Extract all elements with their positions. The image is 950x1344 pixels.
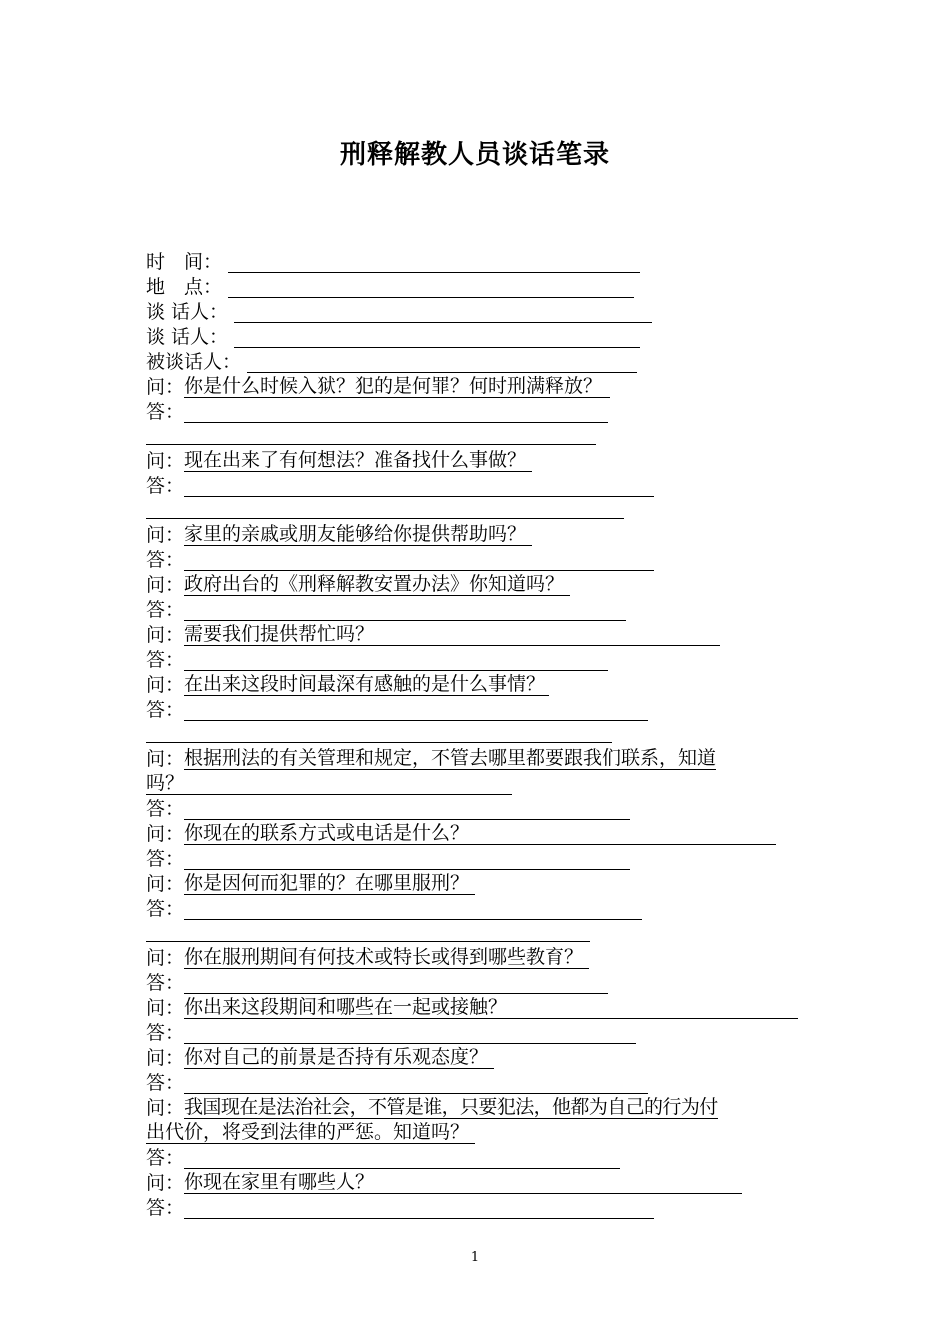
answer-blank[interactable]	[184, 548, 654, 571]
answer-blank[interactable]	[184, 648, 608, 671]
question-text: 你现在的联系方式或电话是什么？	[184, 822, 776, 845]
answer-blank[interactable]	[184, 400, 608, 423]
answer-row	[146, 797, 630, 822]
question-row	[146, 1046, 494, 1071]
question-text: 家里的亲戚或朋友能够给你提供帮助吗？	[184, 523, 532, 546]
answer-row	[146, 1146, 620, 1171]
question-prefix: 问：	[146, 823, 185, 845]
question-prefix: 问：	[146, 624, 185, 646]
question-prefix: 问：	[146, 376, 185, 398]
question-prefix: 问：	[146, 1047, 185, 1069]
question-row	[146, 996, 798, 1021]
question-row	[146, 872, 475, 897]
question-row-continuation	[146, 772, 512, 797]
question-row	[146, 573, 570, 598]
question-prefix: 问：	[146, 873, 185, 895]
question-prefix: 问：	[146, 450, 185, 472]
question-text: 吗？	[146, 772, 512, 795]
answer-prefix: 答：	[146, 649, 185, 671]
place-label: 地 点：	[146, 276, 223, 298]
answer-prefix: 答：	[146, 599, 185, 621]
answer-prefix: 答：	[146, 848, 185, 870]
question-text: 根据刑法的有关管理和规定，不管去哪里都要跟我们联系，知道	[184, 747, 717, 769]
interviewer1-blank[interactable]	[234, 300, 652, 323]
answer-prefix: 答：	[146, 475, 185, 497]
question-text: 在出来这段时间最深有感触的是什么事情？	[184, 673, 549, 696]
answer-blank[interactable]	[184, 1021, 636, 1044]
answer-prefix: 答：	[146, 1147, 185, 1169]
answer-continuation-line[interactable]	[146, 444, 596, 445]
question-row	[146, 673, 549, 698]
question-row	[146, 1096, 718, 1121]
answer-row	[146, 1196, 654, 1221]
answer-row	[146, 698, 648, 723]
answer-prefix: 答：	[146, 1072, 185, 1094]
question-prefix: 问：	[146, 674, 185, 696]
place-blank[interactable]	[228, 275, 634, 298]
question-row	[146, 747, 716, 772]
question-row	[146, 375, 610, 400]
answer-blank[interactable]	[184, 1146, 620, 1169]
answer-continuation-line[interactable]	[146, 518, 624, 519]
page-number: 1	[470, 1250, 480, 1265]
question-row	[146, 449, 532, 474]
question-text: 政府出台的《刑释解教安置办法》你知道吗？	[184, 573, 570, 596]
question-text: 你出来这段期间和哪些在一起或接触？	[184, 996, 798, 1019]
answer-row	[146, 847, 630, 872]
interviewer2-label: 谈 话人：	[146, 326, 229, 348]
question-text: 你是什么时候入狱？犯的是何罪？何时刑满释放？	[184, 375, 610, 398]
time-label: 时 间：	[146, 251, 223, 273]
question-row	[146, 523, 532, 548]
answer-row	[146, 1071, 648, 1096]
question-prefix: 问：	[146, 748, 185, 770]
question-prefix: 问：	[146, 1097, 185, 1119]
question-text: 现在出来了有何想法？准备找什么事做？	[184, 449, 532, 472]
interviewee-field-row	[146, 350, 637, 375]
answer-blank[interactable]	[184, 1071, 648, 1094]
question-prefix: 问：	[146, 1172, 185, 1194]
interviewer1-field-row	[146, 300, 652, 325]
answer-blank[interactable]	[184, 1196, 654, 1219]
document-title: 刑释解教人员谈话笔录	[339, 140, 610, 170]
answer-blank[interactable]	[184, 897, 642, 920]
question-prefix: 问：	[146, 997, 185, 1019]
question-row	[146, 946, 589, 971]
question-row	[146, 822, 776, 847]
question-row	[146, 1171, 742, 1196]
interviewer2-blank[interactable]	[234, 325, 640, 348]
answer-blank[interactable]	[184, 698, 648, 721]
answer-row	[146, 897, 642, 922]
interviewee-label: 被谈话人：	[146, 351, 242, 373]
time-blank[interactable]	[228, 250, 640, 273]
answer-continuation-line[interactable]	[146, 941, 590, 942]
answer-prefix: 答：	[146, 972, 185, 994]
interviewer1-label: 谈 话人：	[146, 301, 229, 323]
interviewee-blank[interactable]	[247, 350, 637, 373]
answer-prefix: 答：	[146, 401, 185, 423]
answer-blank[interactable]	[184, 598, 626, 621]
interviewer2-field-row	[146, 325, 640, 350]
question-row-continuation	[146, 1121, 475, 1146]
question-text: 你在服刑期间有何技术或特长或得到哪些教育？	[184, 946, 589, 969]
question-text: 需要我们提供帮忙吗？	[184, 623, 720, 646]
question-prefix: 问：	[146, 574, 185, 596]
question-text: 你现在家里有哪些人？	[184, 1171, 742, 1194]
answer-prefix: 答：	[146, 898, 185, 920]
answer-row	[146, 648, 608, 673]
answer-row	[146, 474, 654, 499]
place-field-row	[146, 275, 634, 300]
answer-row	[146, 971, 608, 996]
question-text: 你是因何而犯罪的？在哪里服刑？	[184, 872, 475, 895]
answer-row	[146, 1021, 636, 1046]
question-prefix: 问：	[146, 524, 185, 546]
answer-blank[interactable]	[184, 971, 608, 994]
answer-blank[interactable]	[184, 847, 630, 870]
answer-blank[interactable]	[184, 797, 630, 820]
answer-prefix: 答：	[146, 549, 185, 571]
time-field-row	[146, 250, 640, 275]
question-text: 我国现在是法治社会，不管是谁，只要犯法，他都为自己的行为付	[184, 1096, 718, 1118]
answer-prefix: 答：	[146, 798, 185, 820]
answer-continuation-line[interactable]	[146, 742, 612, 743]
question-row	[146, 623, 720, 648]
question-prefix: 问：	[146, 947, 185, 969]
answer-blank[interactable]	[184, 474, 654, 497]
answer-row	[146, 548, 654, 573]
answer-row	[146, 400, 608, 425]
question-text: 出代价，将受到法律的严惩。知道吗？	[146, 1121, 475, 1144]
question-text: 你对自己的前景是否持有乐观态度？	[184, 1046, 494, 1069]
answer-prefix: 答：	[146, 1022, 185, 1044]
answer-prefix: 答：	[146, 1197, 185, 1219]
answer-prefix: 答：	[146, 699, 185, 721]
answer-row	[146, 598, 626, 623]
